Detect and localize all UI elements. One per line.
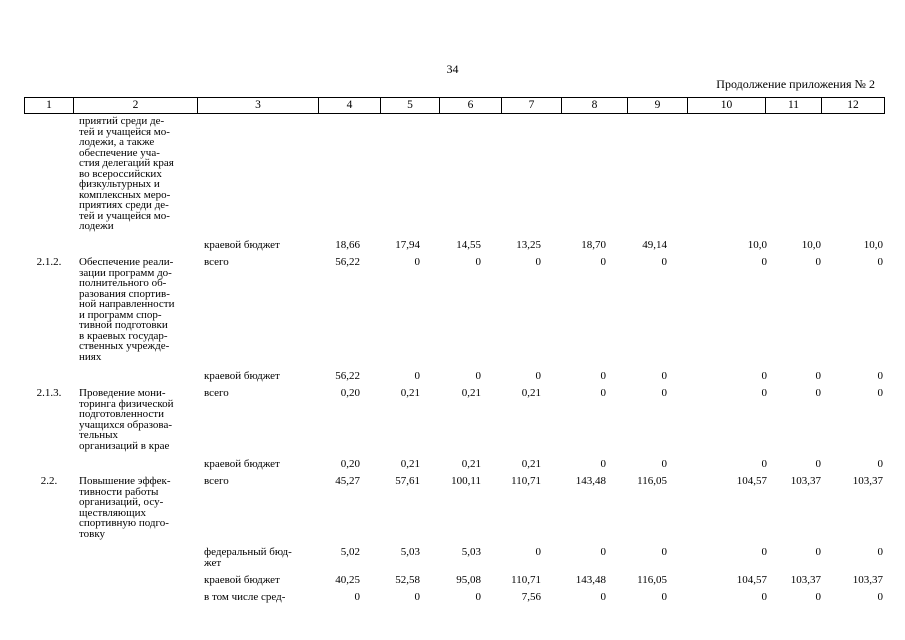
header-cell: 3 — [198, 97, 319, 114]
value-cell: 0 — [535, 256, 541, 268]
value-cell: 56,22 — [335, 256, 360, 268]
value-cell: 110,71 — [511, 475, 541, 487]
value-cell: 10,0 — [747, 239, 767, 251]
value-cell: 0,21 — [521, 458, 541, 470]
value-cell: 0 — [877, 546, 883, 558]
header-cell: 7 — [502, 97, 562, 114]
header-cell: 11 — [766, 97, 822, 114]
value-cell: 0 — [877, 387, 883, 399]
header-cell: 10 — [688, 97, 766, 114]
funding-source: всего — [204, 256, 229, 268]
value-cell: 0,20 — [340, 458, 360, 470]
header-cell: 5 — [381, 97, 440, 114]
appendix-continuation-note: Продолжение приложения № 2 — [716, 77, 875, 91]
value-cell: 0 — [414, 591, 420, 603]
value-cell: 0 — [761, 387, 767, 399]
value-cell: 7,56 — [521, 591, 541, 603]
value-cell: 0 — [815, 387, 821, 399]
row-code: 2.2. — [40, 475, 58, 487]
value-cell: 17,94 — [395, 239, 420, 251]
value-cell: 0 — [414, 370, 420, 382]
value-cell: 49,14 — [642, 239, 667, 251]
header-cell: 12 — [822, 97, 885, 114]
value-cell: 143,48 — [575, 475, 606, 487]
value-cell: 10,0 — [801, 239, 821, 251]
value-cell: 0 — [877, 591, 883, 603]
value-cell: 0 — [414, 256, 420, 268]
value-cell: 0 — [661, 458, 667, 470]
header-cell: 9 — [628, 97, 688, 114]
value-cell: 100,11 — [451, 475, 481, 487]
value-cell: 0 — [354, 591, 360, 603]
value-cell: 0 — [877, 458, 883, 470]
row-code: 2.1.3. — [36, 387, 62, 399]
value-cell: 103,37 — [790, 475, 821, 487]
continued-description: приятий среди де- тей и учащейся мо- лодежи, а также обеспечение уча- стия делегаций края во всероссийских физкультурных и комплексных меро- приятиях среди де- тей и учащейся мо- лодежи — [79, 115, 174, 232]
value-cell: 0,21 — [461, 387, 481, 399]
row-title: Повышение эффек- тивности работы организаций, осу- ществляющих спортивную подго- товку — [79, 475, 171, 540]
value-cell: 116,05 — [637, 574, 667, 586]
value-cell: 0 — [761, 256, 767, 268]
value-cell: 0 — [661, 546, 667, 558]
value-cell: 0,20 — [340, 387, 360, 399]
row-title: Обеспечение реали- зации программ до- полнительного об- разования спортив- ной направленности и программ спор- тивной подготовки в краевых государ- ственных учрежде- ниях — [79, 256, 175, 363]
value-cell: 10,0 — [863, 239, 883, 251]
value-cell: 0 — [600, 546, 606, 558]
value-cell: 0 — [661, 591, 667, 603]
value-cell: 5,03 — [461, 546, 481, 558]
value-cell: 52,58 — [395, 574, 420, 586]
value-cell: 45,27 — [335, 475, 360, 487]
value-cell: 0 — [600, 458, 606, 470]
value-cell: 0,21 — [400, 387, 420, 399]
funding-source: в том числе сред- — [204, 591, 286, 603]
value-cell: 13,25 — [516, 239, 541, 251]
funding-source: всего — [204, 475, 229, 487]
row-title: Проведение мони- торинга физической подготовленности учащихся образова- тельных организаций в крае — [79, 387, 174, 452]
value-cell: 0 — [535, 370, 541, 382]
value-cell: 0 — [877, 256, 883, 268]
page-number: 34 — [446, 62, 459, 76]
value-cell: 0 — [535, 546, 541, 558]
value-cell: 0 — [761, 591, 767, 603]
value-cell: 0 — [600, 370, 606, 382]
value-cell: 0 — [661, 387, 667, 399]
value-cell: 0 — [661, 370, 667, 382]
header-cell: 6 — [440, 97, 502, 114]
funding-source: краевой бюджет — [204, 239, 280, 251]
header-cell: 2 — [74, 97, 198, 114]
value-cell: 0 — [815, 591, 821, 603]
funding-source: краевой бюджет — [204, 458, 280, 470]
value-cell: 0 — [815, 370, 821, 382]
funding-source: всего — [204, 387, 229, 399]
header-cell: 1 — [24, 97, 74, 114]
value-cell: 103,37 — [852, 475, 883, 487]
value-cell: 0 — [475, 370, 481, 382]
value-cell: 56,22 — [335, 370, 360, 382]
value-cell: 110,71 — [511, 574, 541, 586]
value-cell: 40,25 — [335, 574, 360, 586]
header-cell: 4 — [319, 97, 381, 114]
value-cell: 0 — [761, 458, 767, 470]
value-cell: 14,55 — [456, 239, 481, 251]
value-cell: 104,57 — [736, 475, 767, 487]
table-header — [24, 97, 885, 114]
value-cell: 0 — [877, 370, 883, 382]
value-cell: 0 — [475, 256, 481, 268]
value-cell: 0 — [815, 256, 821, 268]
value-cell: 103,37 — [790, 574, 821, 586]
funding-source: федеральный бюд- жет — [204, 546, 292, 569]
value-cell: 143,48 — [575, 574, 606, 586]
value-cell: 0,21 — [521, 387, 541, 399]
value-cell: 0 — [600, 256, 606, 268]
funding-source: краевой бюджет — [204, 370, 280, 382]
value-cell: 103,37 — [852, 574, 883, 586]
value-cell: 18,70 — [581, 239, 606, 251]
value-cell: 0,21 — [400, 458, 420, 470]
value-cell: 0 — [815, 458, 821, 470]
value-cell: 0 — [761, 546, 767, 558]
value-cell: 57,61 — [395, 475, 420, 487]
funding-source: краевой бюджет — [204, 574, 280, 586]
value-cell: 0,21 — [461, 458, 481, 470]
value-cell: 0 — [600, 591, 606, 603]
value-cell: 0 — [600, 387, 606, 399]
value-cell: 18,66 — [335, 239, 360, 251]
value-cell: 116,05 — [637, 475, 667, 487]
value-cell: 95,08 — [456, 574, 481, 586]
value-cell: 104,57 — [736, 574, 767, 586]
row-code: 2.1.2. — [36, 256, 62, 268]
value-cell: 0 — [761, 370, 767, 382]
value-cell: 5,02 — [340, 546, 360, 558]
header-cell: 8 — [562, 97, 628, 114]
value-cell: 0 — [815, 546, 821, 558]
value-cell: 0 — [661, 256, 667, 268]
value-cell: 5,03 — [400, 546, 420, 558]
value-cell: 0 — [475, 591, 481, 603]
